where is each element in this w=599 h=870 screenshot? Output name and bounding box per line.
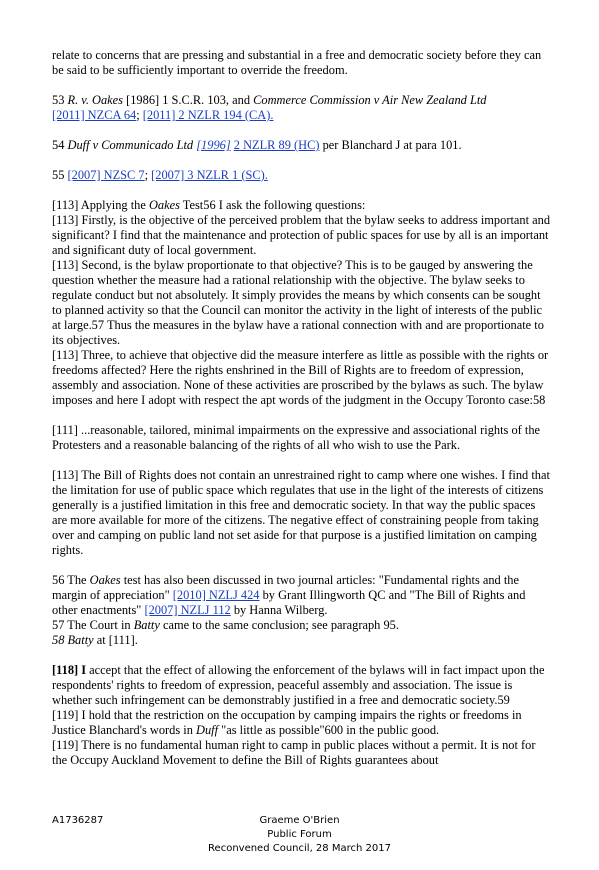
paragraph-118: [118] I accept that the effect of allowing the enforcement of the bylaws will in fact impact upon the respondents' rights to freedom of expression, peaceful assembly and association. The issue is whether such infringement can be demonstrably justified in a free and democratic society.59 — [52, 663, 545, 707]
citation-link[interactable]: [2007] 3 NZLR 1 (SC). — [151, 168, 268, 182]
citation-link[interactable]: [2007] NZLJ 112 — [144, 603, 231, 617]
forum-label: Public Forum — [267, 829, 332, 840]
case-name: Duff v Communicado Ltd — [67, 138, 194, 152]
citation-link[interactable]: [2007] NZSC 7 — [67, 168, 145, 182]
page-footer — [0, 814, 599, 864]
footnote-54: 54 Duff v Communicado Ltd [1996] 2 NZLR 89 (HC) per Blanchard J at para 101. — [52, 138, 462, 152]
footnote-58: 58 Batty at [111]. — [52, 633, 138, 647]
citation-link[interactable]: [2011] 2 NZLR 194 (CA). — [142, 108, 274, 122]
paragraph-intro: relate to concerns that are pressing and substantial in a free and democratic society before they can be said to be sufficiently important to override the freedom. — [52, 48, 542, 77]
document-code: A1736287 — [52, 815, 104, 826]
footer-center — [0, 814, 599, 856]
paragraph-113-applying: [113] Applying the Oakes Test56 I ask the following questions: — [52, 198, 366, 212]
document-body — [52, 48, 552, 768]
author-name: Graeme O'Brien — [259, 815, 340, 826]
case-name: R. v. Oakes — [67, 93, 124, 107]
footnote-56: 56 The Oakes test has also been discussed in two journal articles: "Fundamental rights and the margin of appreciation" [2010] NZLJ 424 by Grant Illingworth QC and "The Bill of Rights and other enactments" [2007] NZLJ 112 by Hanna Wilberg. — [52, 573, 526, 617]
paragraph-113-bill-of-rights: [113] The Bill of Rights does not contain an unrestrained right to camp where one wishes. I find that the limitation for use of public space which regulates that use in the light of the interests of citizens generally is a justified limitation in this free and democratic society. In that way the public spaces are more available for more of the citizens. The negative effect of constraining people from taking over and camping on public land not set aside for that purpose is a justified limitation on camping rights. — [52, 468, 550, 557]
footnote-53: 53 R. v. Oakes [1986] 1 S.C.R. 103, and Commerce Commission v Air New Zealand Ltd [2011] NZCA 64; [2011] 2 NZLR 194 (CA). — [52, 93, 487, 122]
footnote-57: 57 The Court in Batty came to the same conclusion; see paragraph 95. — [52, 618, 399, 632]
meeting-label: Reconvened Council, 28 March 2017 — [208, 843, 391, 854]
citation-link[interactable]: [1996] — [196, 138, 231, 152]
footnote-55: 55 [2007] NZSC 7; [2007] 3 NZLR 1 (SC). — [52, 168, 268, 182]
quote-paragraph-111: [111] ...reasonable, tailored, minimal impairments on the expressive and associational rights of the Protesters and a reasonable balancing of the rights of all who wish to use the Park. — [52, 423, 541, 452]
paragraph-113-second: [113] Second, is the bylaw proportionate to that objective? This is to be gauged by answering the question whether the measure had a rational relationship with the objective. The bylaw seeks to regulate conduct but not absolutely. It simply provides the means by which consents can be sought to planned activity so that the Council can monitor the activity in the light of interests of the public at large.57 Thus the measures in the bylaw have a rational connection with and are proportionate to its objectives. — [52, 258, 544, 347]
citation-link[interactable]: [2011] NZCA 64 — [52, 108, 137, 122]
paragraph-119-no-right: [119] There is no fundamental human right to camp in public places without a permit. It is not for the Occupy Auckland Movement to define the Bill of Rights guarantees about — [52, 738, 536, 767]
paragraph-113-three: [113] Three, to achieve that objective did the measure interfere as little as possible with the rights or freedoms affected? Here the rights enshrined in the Bill of Rights are to freedom of expression, assembly and association. None of these activities are proscribed by the bylaws as such. The bylaw imposes and here I adopt with respect the apt words of the judgment in the Occupy Toronto case:58 — [52, 348, 549, 407]
paragraph-113-firstly: [113] Firstly, is the objective of the perceived problem that the bylaw seeks to address important and significant? I find that the maintenance and protection of public spaces for use by all is an important and significant duty of local government. — [52, 213, 551, 257]
paragraph-119-restriction: [119] I hold that the restriction on the occupation by camping impairs the rights or freedoms in Justice Blanchard's words in Duff "as little as possible"600 in the public good. — [52, 708, 522, 737]
citation-link[interactable]: [2010] NZLJ 424 — [172, 588, 260, 602]
case-name: Commerce Commission v Air New Zealand Ltd — [253, 93, 487, 107]
citation-link[interactable]: 2 NZLR 89 (HC) — [233, 138, 320, 152]
